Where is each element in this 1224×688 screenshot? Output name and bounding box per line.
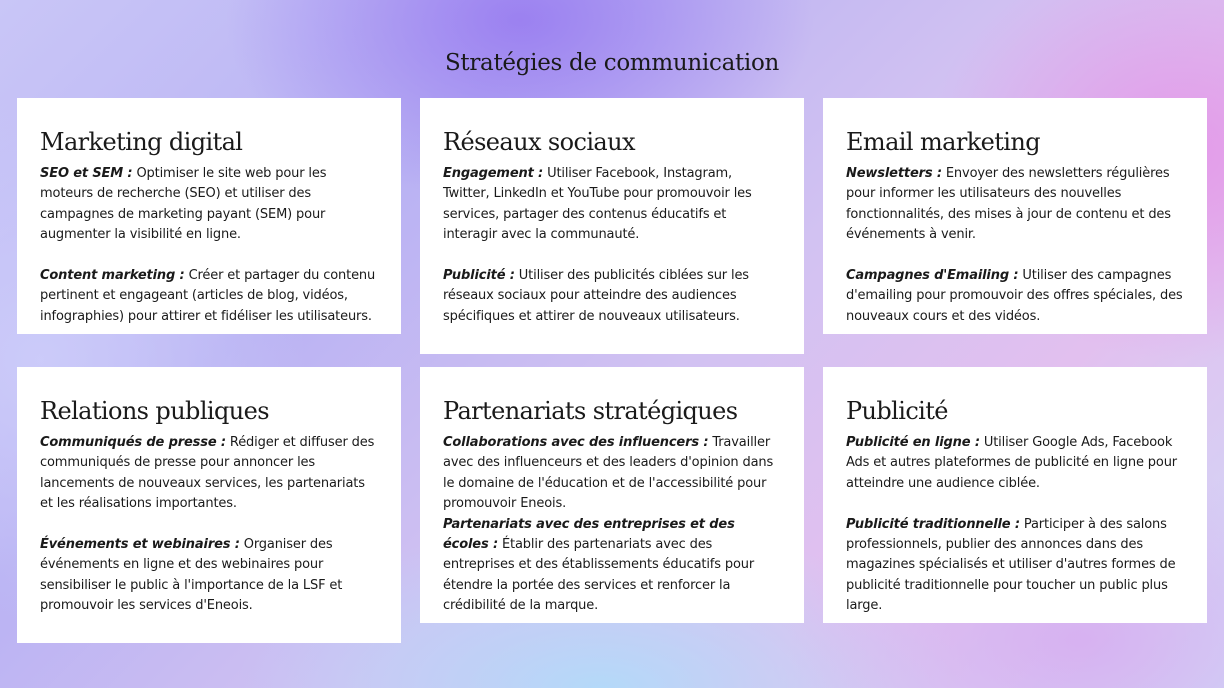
paragraph-text: Créer et partager du contenu pertinent et engageant (articles de blog, vidéos, infographies) pour attirer et fidéliser les utilisateurs. bbox=[40, 268, 376, 324]
card-paragraph bbox=[846, 266, 1185, 327]
card-paragraph bbox=[40, 266, 379, 327]
card-marketing-digital bbox=[17, 98, 401, 334]
paragraph-text: Établir des partenariats avec des entreprises et des établissements éducatifs pour étendre la portée des services et renforcer la crédibilité de la marque. bbox=[443, 537, 755, 614]
paragraph-text: Utiliser des publicités ciblées sur les réseaux sociaux pour atteindre des audiences spécifiques et attirer de nouveaux utilisateurs. bbox=[443, 268, 749, 324]
card-paragraph bbox=[846, 433, 1185, 494]
paragraph-text: Utiliser Facebook, Instagram, Twitter, LinkedIn et YouTube pour promouvoir les services, partager des contenus éducatifs et interagir avec la communauté. bbox=[443, 166, 752, 243]
card-paragraph bbox=[40, 535, 379, 617]
paragraph-text: Organiser des événements en ligne et des webinaires pour sensibiliser le public à l'importance de la LSF et promouvoir les services d'Eneois. bbox=[40, 537, 343, 614]
paragraph-text: Utiliser Google Ads, Facebook Ads et autres plateformes de publicité en ligne pour atteindre une audience ciblée. bbox=[846, 435, 1177, 491]
paragraph-lead: Content marketing : bbox=[40, 268, 185, 284]
paragraph-text: Utiliser des campagnes d'emailing pour promouvoir des offres spéciales, des nouveaux cours et des vidéos. bbox=[846, 268, 1183, 324]
card-paragraph bbox=[443, 433, 782, 515]
card-publicite bbox=[823, 367, 1207, 623]
card-email-marketing bbox=[823, 98, 1207, 334]
card-paragraph bbox=[40, 164, 379, 246]
paragraph-text: Participer à des salons professionnels, publier des annonces dans des magazines spécialisés et utiliser d'autres formes de publicité traditionnelle pour toucher un public plus large. bbox=[846, 516, 1176, 614]
paragraph-lead: Campagnes d'Emailing : bbox=[846, 268, 1019, 284]
card-title: Relations publiques bbox=[40, 397, 269, 425]
card-paragraph bbox=[846, 515, 1185, 617]
card-title: Réseaux sociaux bbox=[443, 128, 635, 156]
paragraph-lead: Partenariats avec des entreprises et des écoles : bbox=[443, 516, 735, 553]
paragraph-text: Rédiger et diffuser des communiqués de presse pour annoncer les lancements de nouveaux services, les partenariats et les réalisations importantes. bbox=[40, 435, 375, 512]
paragraph-lead: Publicité en ligne : bbox=[846, 435, 980, 450]
card-title: Marketing digital bbox=[40, 128, 243, 156]
card-paragraph bbox=[443, 164, 782, 246]
card-paragraph bbox=[846, 164, 1185, 246]
card-paragraph bbox=[40, 433, 379, 515]
paragraph-text: Envoyer des newsletters régulières pour informer les utilisateurs des nouvelles fonctionnalités, des mises à jour de contenu et des événements à venir. bbox=[846, 166, 1171, 243]
paragraph-text: Optimiser le site web pour les moteurs de recherche (SEO) et utiliser des campagnes de marketing payant (SEM) pour augmenter la visibilité en ligne. bbox=[40, 166, 327, 243]
card-paragraph bbox=[443, 515, 782, 617]
paragraph-lead: Publicité traditionnelle : bbox=[846, 516, 1020, 532]
card-partenariats-strategiques bbox=[420, 367, 804, 623]
card-reseaux-sociaux bbox=[420, 98, 804, 354]
paragraph-lead: Publicité : bbox=[443, 268, 515, 284]
paragraph-lead: Newsletters : bbox=[846, 166, 942, 181]
card-title: Partenariats stratégiques bbox=[443, 397, 738, 425]
card-relations-publiques bbox=[17, 367, 401, 643]
paragraph-text: Travailler avec des influenceurs et des leaders d'opinion dans le domaine de l'éducation et de l'accessibilité pour promouvoir Eneois. bbox=[443, 435, 774, 512]
paragraph-lead: SEO et SEM : bbox=[40, 166, 133, 181]
paragraph-lead: Collaborations avec des influencers : bbox=[443, 435, 709, 450]
card-title: Email marketing bbox=[846, 128, 1040, 156]
card-title: Publicité bbox=[846, 397, 948, 425]
paragraph-lead: Engagement : bbox=[443, 166, 544, 181]
paragraph-lead: Événements et webinaires : bbox=[40, 537, 240, 553]
card-paragraph bbox=[443, 266, 782, 327]
page-title: Stratégies de communication bbox=[444, 50, 780, 76]
paragraph-lead: Communiqués de presse : bbox=[40, 435, 226, 450]
